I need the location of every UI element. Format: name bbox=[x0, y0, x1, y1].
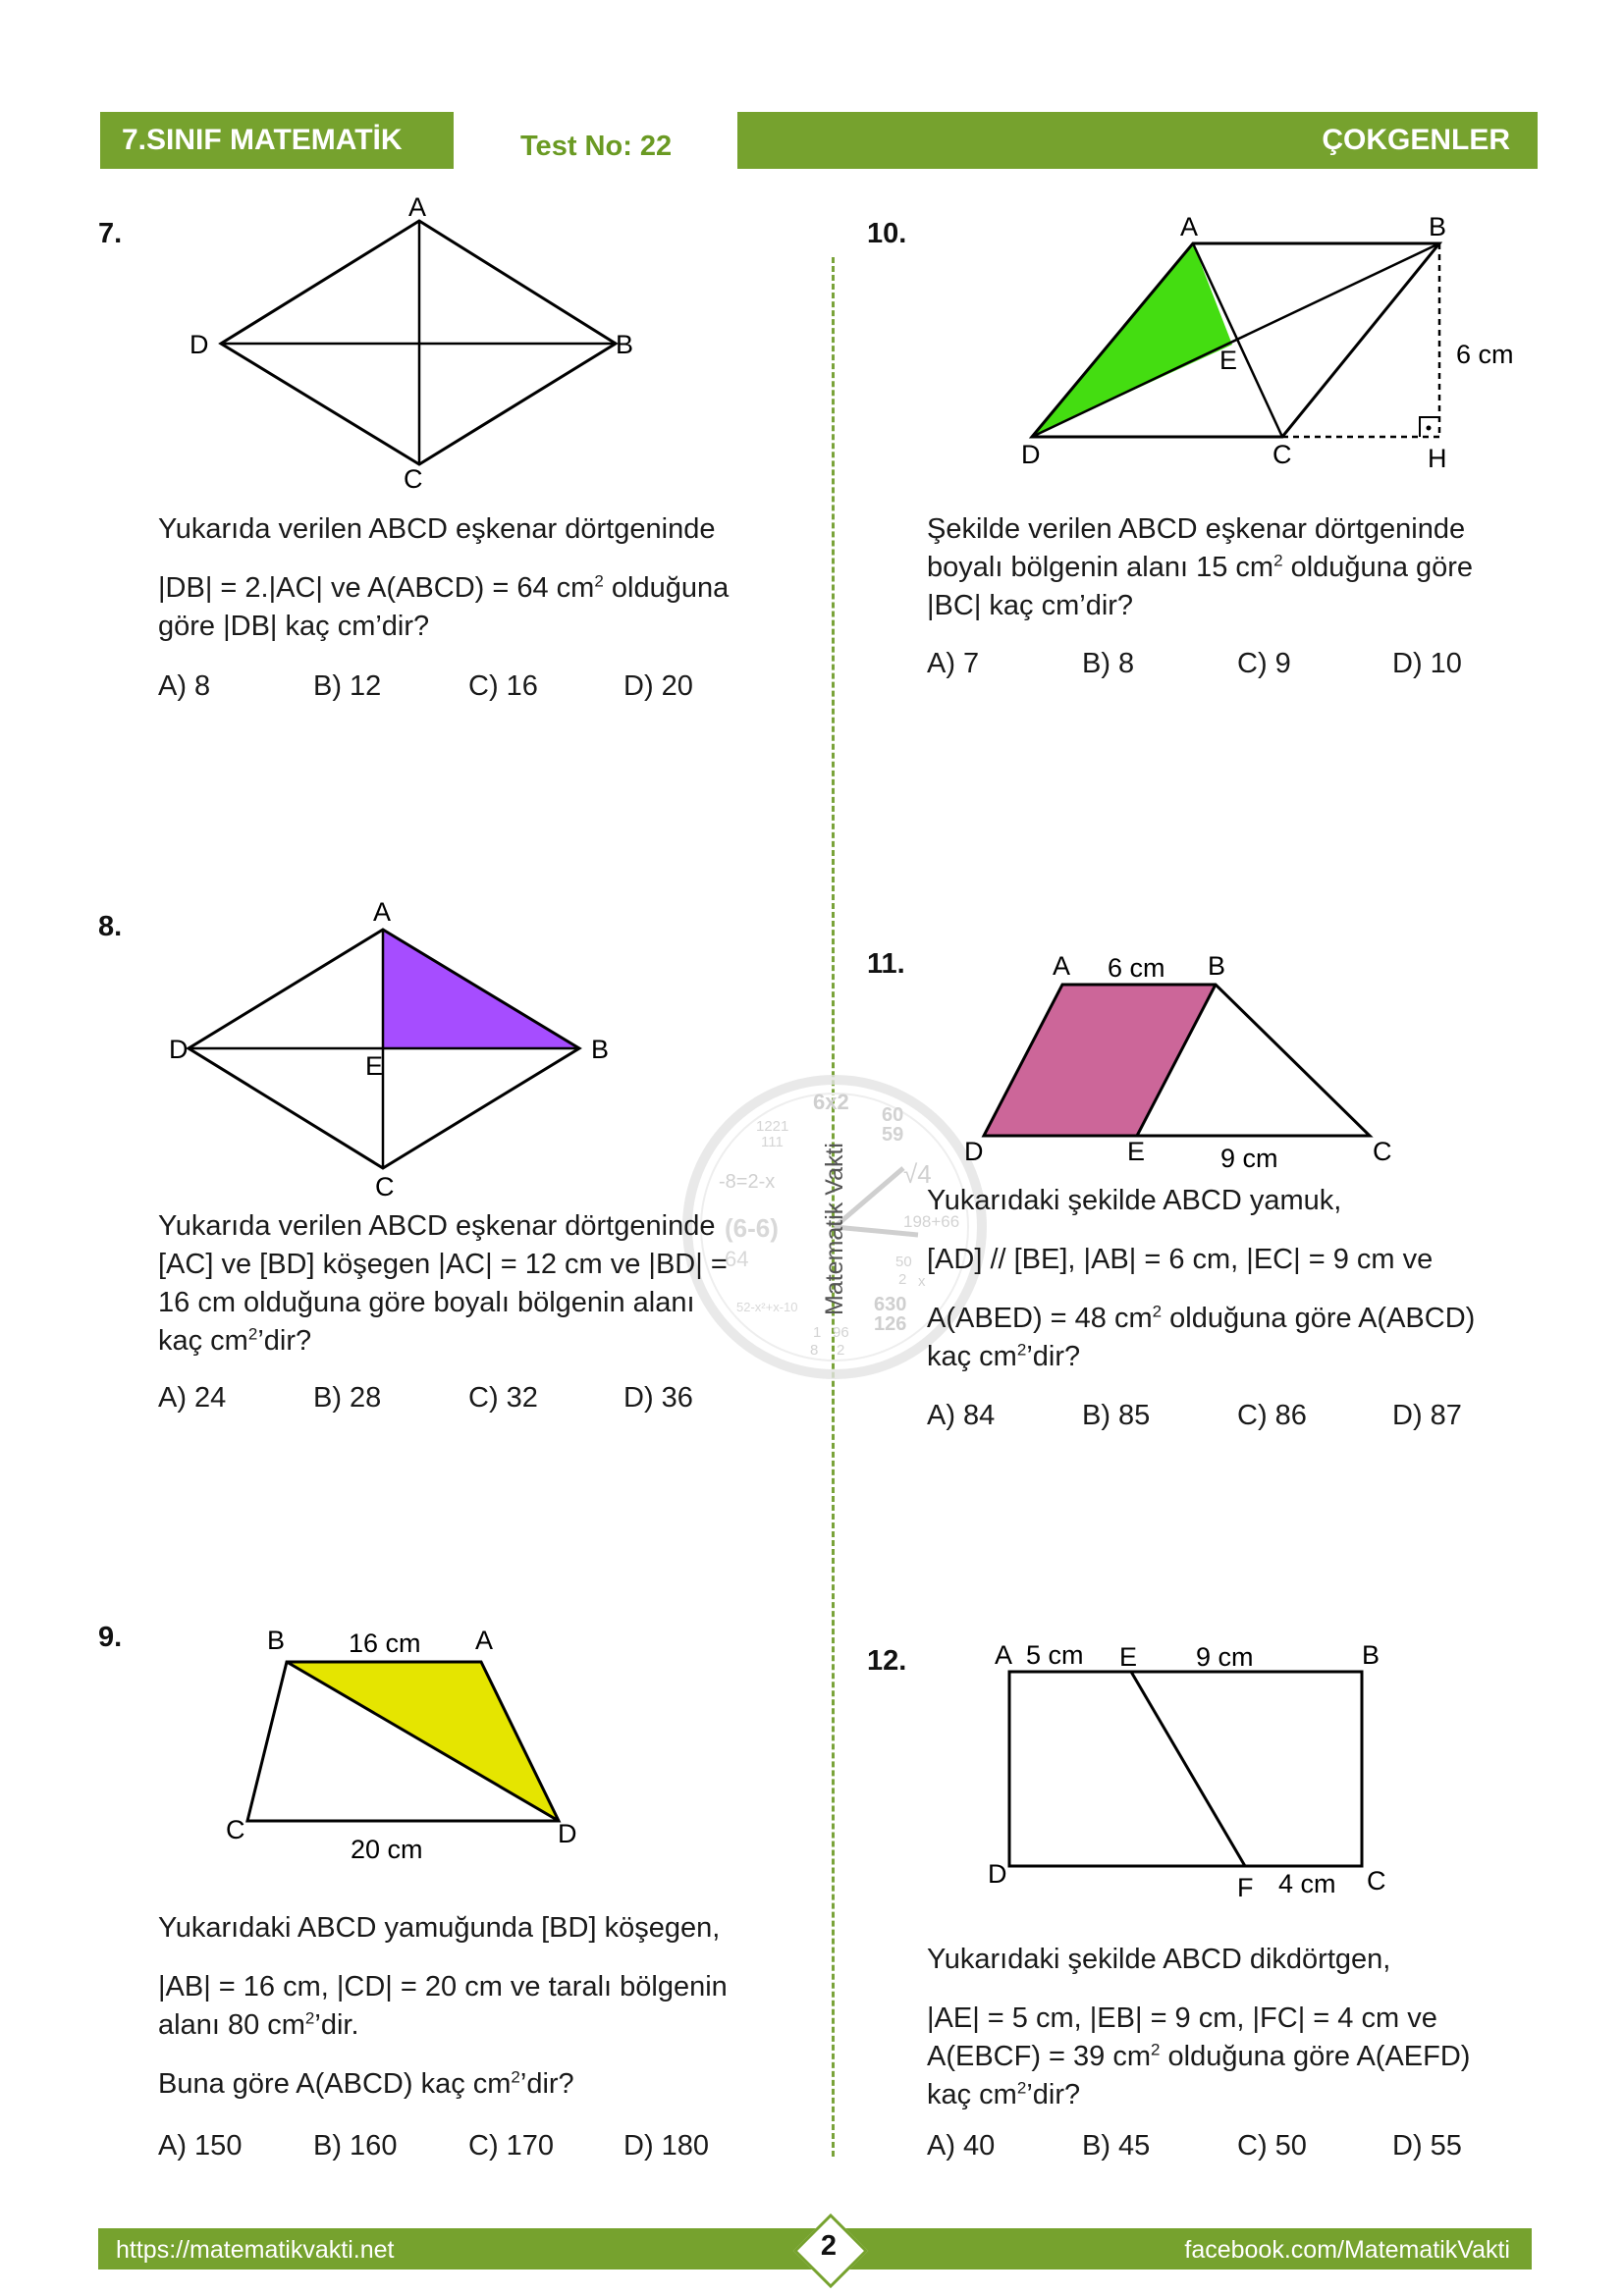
watermark-bit: 1221 bbox=[756, 1118, 789, 1135]
question-10-number: 10. bbox=[867, 218, 907, 249]
question-text-line: A(EBCF) = 39 $cm^2$ olduğuna göre A(AEFD) bbox=[927, 2040, 1471, 2072]
watermark-bit: 8 bbox=[810, 1342, 819, 1359]
question-text-line: kaç $cm^2’dir$? bbox=[927, 2078, 1081, 2110]
option-c[interactable]: C) 16 bbox=[468, 670, 538, 702]
question-9-number: 9. bbox=[98, 1622, 123, 1653]
question-8-figure bbox=[157, 883, 648, 1207]
watermark-bit: -8=2-x bbox=[719, 1171, 776, 1193]
option-d[interactable]: D) 10 bbox=[1392, 648, 1462, 679]
question-9-options bbox=[158, 2130, 779, 2163]
question-11-figure bbox=[952, 942, 1414, 1178]
option-b[interactable]: B) 28 bbox=[313, 1382, 382, 1414]
option-a[interactable]: A) 24 bbox=[158, 1382, 227, 1414]
vertex-label-c: C bbox=[1367, 1866, 1386, 1896]
vertex-label-e: E bbox=[1127, 1137, 1146, 1166]
diagonal-db bbox=[1032, 243, 1439, 437]
vertex-label-e: E bbox=[1119, 1642, 1138, 1672]
question-text-line: Yukarıdaki ABCD yamuğunda [BD] köşegen, bbox=[158, 1912, 721, 1944]
vertex-label-d: D bbox=[988, 1859, 1007, 1889]
watermark-bit: √4 bbox=[903, 1159, 932, 1189]
rectangle-shape bbox=[1009, 1672, 1362, 1866]
page-number: 2 bbox=[820, 2230, 838, 2262]
option-a[interactable]: A) 150 bbox=[158, 2130, 243, 2162]
watermark-bit: 630 bbox=[874, 1294, 907, 1315]
course-title: 7.SINIF MATEMATİK bbox=[122, 124, 403, 156]
header-left-banner bbox=[100, 112, 454, 169]
option-b[interactable]: B) 45 bbox=[1082, 2130, 1151, 2162]
option-c[interactable]: C) 86 bbox=[1237, 1400, 1307, 1431]
question-text-line: |AE| = 5 cm, |EB| = 9 cm, |FC| = 4 cm ve bbox=[927, 2002, 1437, 2034]
vertex-label-d: D bbox=[1021, 440, 1041, 469]
length-label-ab: 6 cm bbox=[1108, 953, 1165, 983]
option-a[interactable]: A) 40 bbox=[927, 2130, 996, 2162]
vertex-label-a: A bbox=[1180, 212, 1199, 241]
question-text-line: göre |DB| kaç cm’dir? bbox=[158, 611, 430, 642]
option-d[interactable]: D) 180 bbox=[623, 2130, 710, 2162]
footer-facebook-link[interactable]: facebook.com/MatematikVakti bbox=[1184, 2236, 1510, 2264]
vertex-label-b: B bbox=[591, 1035, 610, 1064]
watermark-bit: 2 bbox=[898, 1271, 907, 1288]
option-b[interactable]: B) 8 bbox=[1082, 648, 1135, 679]
segment-ef bbox=[1131, 1672, 1245, 1866]
question-7-text bbox=[158, 510, 729, 646]
question-text-line: |BC| kaç cm’dir? bbox=[927, 590, 1134, 621]
vertex-label-f: F bbox=[1237, 1873, 1254, 1902]
option-d[interactable]: D) 20 bbox=[623, 670, 693, 702]
vertex-label-c: C bbox=[226, 1815, 245, 1844]
question-12-text bbox=[927, 1941, 1470, 2114]
question-10-text bbox=[927, 510, 1473, 625]
question-text-line: Yukarıdaki şekilde ABCD yamuk, bbox=[927, 1185, 1342, 1216]
watermark-bit: 60 bbox=[882, 1104, 904, 1126]
question-text-line: kaç $cm^2’dir$? bbox=[158, 1324, 312, 1357]
header-right-banner bbox=[737, 112, 1538, 169]
option-c[interactable]: C) 9 bbox=[1237, 648, 1291, 679]
question-12-options bbox=[927, 2130, 1547, 2163]
vertex-label-a: A bbox=[373, 897, 392, 927]
question-text-line: |DB| = 2.|AC| ve A(ABCD) = 64 $cm^2$ olduğuna bbox=[158, 571, 730, 604]
option-b[interactable]: B) 160 bbox=[313, 2130, 398, 2162]
question-text-line: 16 cm olduğuna göre boyalı bölgenin alanı bbox=[158, 1287, 695, 1318]
length-label-cd: 20 cm bbox=[351, 1835, 423, 1864]
option-b[interactable]: B) 12 bbox=[313, 670, 382, 702]
watermark-bit: (6-6) bbox=[725, 1213, 779, 1243]
vertex-label-d: D bbox=[558, 1819, 577, 1848]
vertex-label-c: C bbox=[1272, 440, 1292, 469]
vertex-label-c: C bbox=[404, 464, 423, 494]
vertex-label-d: D bbox=[189, 330, 209, 359]
shaded-triangle-aed bbox=[1032, 243, 1232, 437]
test-number: Test No: 22 bbox=[520, 131, 673, 162]
question-9-figure bbox=[216, 1610, 609, 1864]
option-d[interactable]: D) 55 bbox=[1392, 2130, 1462, 2162]
vertex-label-b: B bbox=[1208, 951, 1226, 981]
question-7-number: 7. bbox=[98, 218, 123, 249]
vertex-label-b: B bbox=[616, 330, 634, 359]
option-b[interactable]: B) 85 bbox=[1082, 1400, 1151, 1431]
option-c[interactable]: C) 170 bbox=[468, 2130, 555, 2162]
footer-website-link[interactable]: https://matematikvakti.net bbox=[116, 2236, 395, 2264]
vertex-label-e: E bbox=[365, 1051, 384, 1081]
question-7-options bbox=[158, 670, 779, 703]
question-10-figure bbox=[1011, 206, 1542, 481]
watermark-bit: 6x2 bbox=[813, 1090, 849, 1114]
question-10-options bbox=[927, 648, 1547, 680]
vertex-label-a: A bbox=[475, 1626, 494, 1655]
vertex-label-c: C bbox=[375, 1172, 395, 1201]
question-12-number: 12. bbox=[867, 1645, 907, 1677]
watermark-bit: 52-x²+x-10 bbox=[736, 1300, 798, 1314]
question-text-line: [AC] ve [BD] köşegen |AC| = 12 cm ve |BD| = bbox=[158, 1249, 728, 1280]
vertex-label-a: A bbox=[408, 192, 427, 222]
vertex-label-a: A bbox=[1053, 951, 1071, 981]
vertex-label-a: A bbox=[995, 1640, 1013, 1670]
question-text-line: Buna göre A(ABCD) kaç $cm^2’dir$? bbox=[158, 2067, 574, 2100]
vertex-label-d: D bbox=[964, 1137, 984, 1166]
length-label-height: 6 cm bbox=[1456, 340, 1514, 369]
question-9-text bbox=[158, 1909, 728, 2104]
length-label-ec: 9 cm bbox=[1220, 1144, 1278, 1173]
question-12-figure bbox=[972, 1620, 1404, 1904]
option-d[interactable]: D) 87 bbox=[1392, 1400, 1462, 1431]
option-a[interactable]: A) 84 bbox=[927, 1400, 996, 1431]
question-11-number: 11. bbox=[867, 948, 905, 980]
watermark-text: Matematik Vakti bbox=[821, 1143, 848, 1315]
question-text-line: Yukarıdaki şekilde ABCD dikdörtgen, bbox=[927, 1944, 1391, 1975]
watermark-bit: 59 bbox=[882, 1124, 904, 1146]
question-text-line: alanı 80 $cm^2’dir$. bbox=[158, 2008, 359, 2041]
question-text-line: |AB| = 16 cm, |CD| = 20 cm ve taralı bölgenin bbox=[158, 1971, 728, 2002]
question-8-number: 8. bbox=[98, 911, 123, 942]
watermark-bit: 126 bbox=[874, 1313, 907, 1335]
watermark-bit: 111 bbox=[761, 1134, 784, 1150]
vertex-label-b: B bbox=[1429, 212, 1447, 241]
vertex-label-b: B bbox=[267, 1626, 286, 1655]
vertex-label-d: D bbox=[169, 1035, 189, 1064]
vertex-label-e: E bbox=[1219, 346, 1238, 375]
watermark-bit: 64 bbox=[725, 1247, 749, 1271]
question-8-options bbox=[158, 1382, 779, 1415]
option-c[interactable]: C) 50 bbox=[1237, 2130, 1307, 2162]
right-angle-dot bbox=[1427, 426, 1432, 431]
option-d[interactable]: D) 36 bbox=[623, 1382, 693, 1414]
watermark-bit: x bbox=[918, 1273, 926, 1290]
watermark-bit: 2 bbox=[837, 1342, 845, 1359]
option-c[interactable]: C) 32 bbox=[468, 1382, 538, 1414]
question-text-line: Şekilde verilen ABCD eşkenar dörtgeninde bbox=[927, 513, 1466, 545]
length-label-ab: 16 cm bbox=[349, 1629, 421, 1658]
vertex-label-h: H bbox=[1428, 444, 1447, 473]
watermark-bit: 96 bbox=[833, 1324, 849, 1341]
shaded-parallelogram-abed bbox=[984, 985, 1216, 1136]
option-a[interactable]: A) 7 bbox=[927, 648, 980, 679]
question-text-line: kaç $cm^2’dir$? bbox=[927, 1340, 1081, 1372]
vertex-label-c: C bbox=[1373, 1137, 1392, 1166]
option-a[interactable]: A) 8 bbox=[158, 670, 211, 702]
question-text-line: A(ABED) = 48 $cm^2$ olduğuna göre A(ABCD) bbox=[927, 1302, 1476, 1334]
length-label-eb: 9 cm bbox=[1196, 1642, 1254, 1672]
question-8-text bbox=[158, 1207, 728, 1361]
question-text-line: Yukarıda verilen ABCD eşkenar dörtgeninde bbox=[158, 1210, 716, 1242]
watermark-bit: 198+66 bbox=[903, 1212, 960, 1231]
topic-title: ÇOKGENLER bbox=[1322, 124, 1510, 156]
page-number-badge bbox=[794, 2215, 863, 2283]
question-text-line: Yukarıda verilen ABCD eşkenar dörtgeninde bbox=[158, 513, 716, 545]
length-label-ae: 5 cm bbox=[1026, 1640, 1084, 1670]
vertex-label-b: B bbox=[1362, 1640, 1380, 1670]
question-11-options bbox=[927, 1400, 1547, 1432]
question-11-text bbox=[927, 1182, 1475, 1376]
watermark-bit: 1 bbox=[813, 1324, 822, 1341]
watermark-bit: 50 bbox=[895, 1254, 912, 1270]
question-text-line: [AD] // [BE], |AB| = 6 cm, |EC| = 9 cm ve bbox=[927, 1244, 1434, 1275]
question-text-line: boyalı bölgenin alanı 15 $cm^2$ olduğuna göre bbox=[927, 551, 1474, 583]
question-7-figure bbox=[177, 187, 648, 501]
length-label-fc: 4 cm bbox=[1278, 1869, 1336, 1898]
